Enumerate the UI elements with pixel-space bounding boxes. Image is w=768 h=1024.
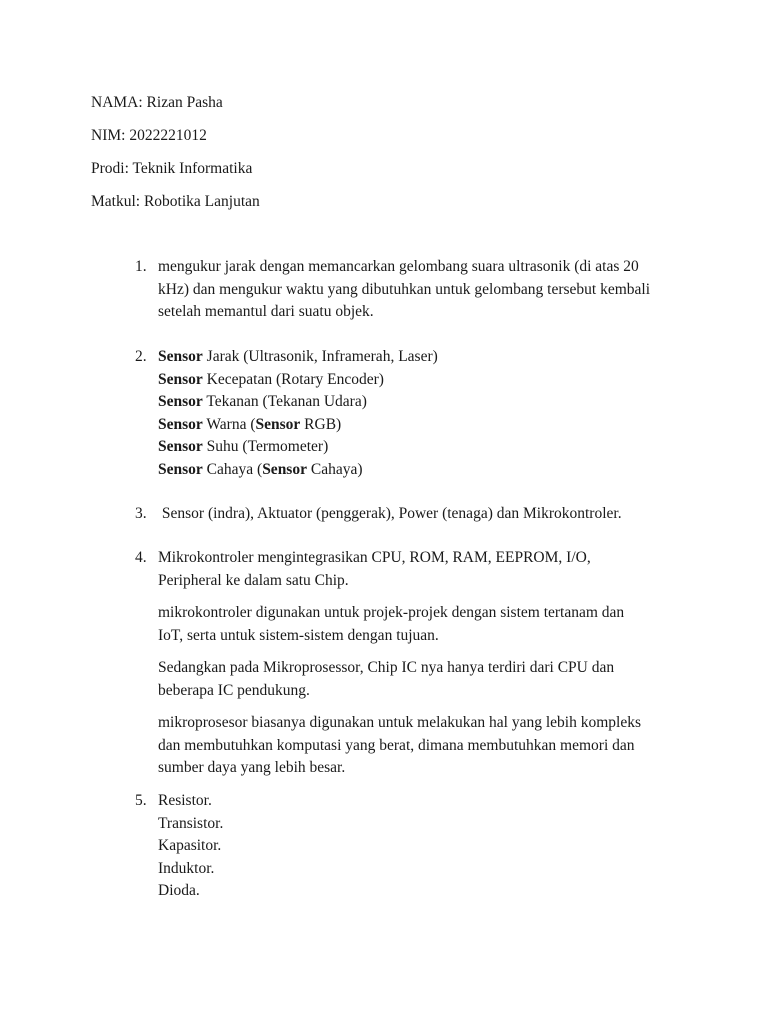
- text-line: Mikrokontroler mengintegrasikan CPU, ROM, RAM, EEPROM, I/O,: [158, 549, 591, 566]
- answer-number: 1.: [135, 258, 147, 275]
- paragraph: [158, 712, 698, 780]
- sensor-row: [158, 369, 698, 392]
- student-matkul: Matkul: Robotika Lanjutan: [91, 193, 260, 210]
- sensor-row: [158, 414, 698, 437]
- bold-label: Sensor: [158, 370, 203, 388]
- text-line: beberapa IC pendukung.: [158, 681, 310, 699]
- text-line: Peripheral ke dalam satu Chip.: [158, 571, 349, 589]
- answer-number: 3.: [135, 505, 147, 522]
- text-line: kHz) dan mengukur waktu yang dibutuhkan untuk gelombang tersebut kembali: [158, 280, 651, 298]
- text-line: sumber daya yang lebih besar.: [158, 759, 346, 776]
- text-line: setelah memantul dari suatu objek.: [158, 303, 374, 320]
- bold-label: Sensor: [158, 348, 203, 365]
- sensor-row: [158, 459, 698, 482]
- bold-label: Sensor: [158, 393, 203, 410]
- text-line: Sensor (indra), Aktuator (penggerak), Power (tenaga) dan Mikrokontroler.: [158, 505, 622, 522]
- sensor-row: [158, 346, 698, 369]
- answer-body: [158, 256, 698, 324]
- list-item: Induktor.: [158, 859, 215, 877]
- row-text: Kecepatan (Rotary Encoder): [202, 370, 384, 388]
- answer-body: [158, 503, 698, 526]
- list-item: Kapasitor.: [158, 837, 222, 854]
- row-text: RGB): [300, 415, 342, 433]
- bold-label: Sensor: [158, 460, 203, 478]
- component-list: [158, 790, 698, 903]
- answer-number: 4.: [135, 549, 147, 566]
- text-line: IoT, serta untuk sistem-sistem dengan tujuan.: [158, 626, 439, 644]
- bold-label: Sensor: [255, 415, 301, 433]
- list-item: Resistor.: [158, 792, 212, 809]
- student-prodi: Prodi: Teknik Informatika: [91, 160, 253, 177]
- list-item: Transistor.: [158, 814, 224, 832]
- row-text: Cahaya (: [202, 460, 263, 478]
- bold-label: Sensor: [262, 460, 307, 478]
- student-name: NAMA: Rizan Pasha: [91, 94, 223, 111]
- list-item: Dioda.: [158, 882, 200, 899]
- text-line: dan membutuhkan komputasi yang berat, dimana membutuhkan memori dan: [158, 736, 635, 754]
- text-line: mikroprosesor biasanya digunakan untuk melakukan hal yang lebih kompleks: [158, 714, 641, 731]
- sensor-row: [158, 391, 698, 414]
- row-text: Tekanan (Tekanan Udara): [202, 393, 367, 410]
- student-nim: NIM: 2022221012: [91, 127, 207, 144]
- text-line: mengukur jarak dengan memancarkan gelombang suara ultrasonik (di atas 20: [158, 258, 639, 275]
- text-line: Sedangkan pada Mikroprosessor, Chip IC nya hanya terdiri dari CPU dan: [158, 659, 615, 676]
- row-text: Cahaya): [306, 460, 363, 478]
- paragraph: [158, 602, 698, 647]
- row-text: Suhu (Termometer): [202, 438, 329, 455]
- sensor-row: [158, 436, 698, 459]
- paragraph: [158, 547, 698, 592]
- answer-body: [158, 547, 698, 780]
- paragraph: [158, 657, 698, 702]
- bold-label: Sensor: [158, 415, 203, 433]
- answer-number: 2.: [135, 348, 147, 365]
- bold-label: Sensor: [158, 438, 203, 455]
- row-text: Warna (: [202, 415, 256, 433]
- sensor-list: [158, 346, 698, 481]
- row-text: Jarak (Ultrasonik, Inframerah, Laser): [202, 348, 438, 365]
- answer-number: 5.: [135, 792, 147, 809]
- text-line: mikrokontroler digunakan untuk projek-projek dengan sistem tertanam dan: [158, 604, 625, 621]
